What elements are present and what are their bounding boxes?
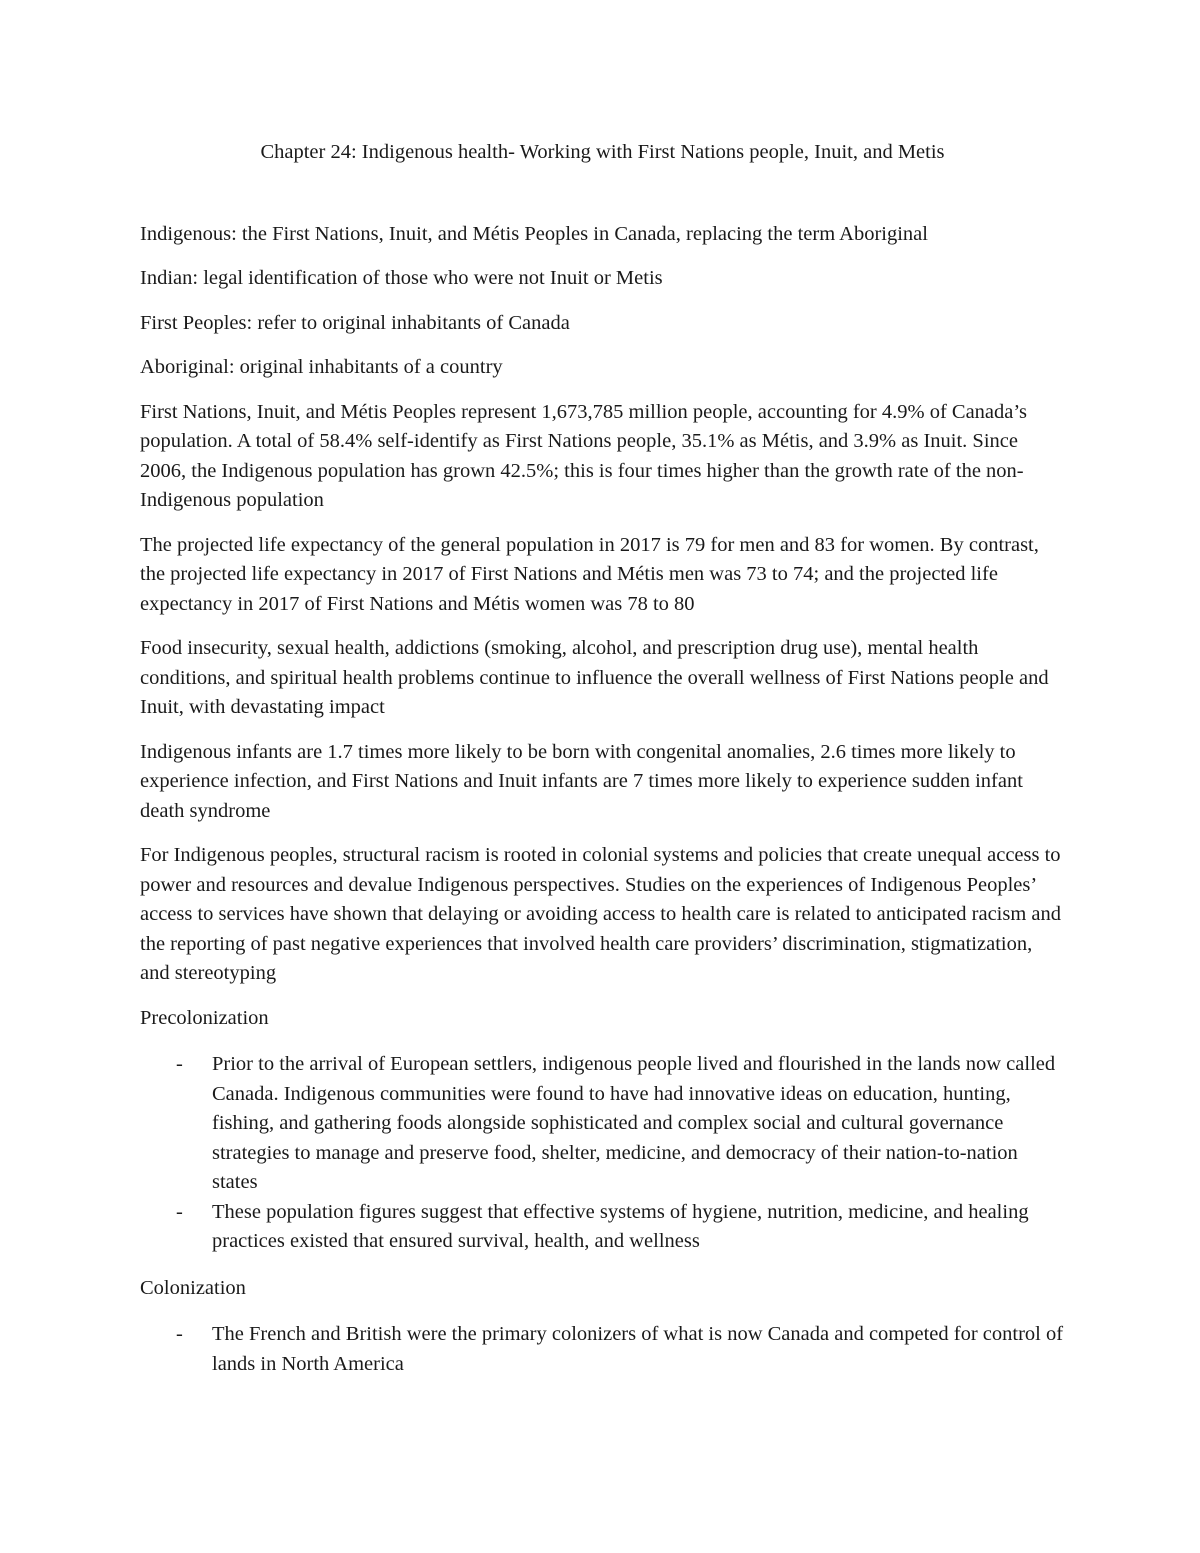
bullet-list-precolonization [140, 1050, 1065, 1257]
page-title: Chapter 24: Indigenous health- Working with First Nations people, Inuit, and Metis [260, 141, 945, 163]
list-item-text: Prior to the arrival of European settlers, indigenous people lived and flourished in the lands now called Canada. Indigenous communities were found to have had innovative ideas on education, hunting, fishing, and gathering foods alongside sophisticated and complex social and cultural governance strategies to manage and preserve food, shelter, medicine, and democracy of their nation-to-nation states [212, 1053, 1056, 1193]
bullet-dash: - [176, 1323, 183, 1345]
paragraph-wellness: Food insecurity, sexual health, addictions (smoking, alcohol, and prescription drug use), mental health conditions, and spiritual health problems continue to influence the overall wellness of First Nations people and Inuit, with devastating impact [140, 637, 1049, 718]
definition-indigenous: Indigenous: the First Nations, Inuit, and Métis Peoples in Canada, replacing the term Aboriginal [140, 222, 928, 245]
section-heading-precolonization: Precolonization [140, 1006, 269, 1029]
definition-first-peoples: First Peoples: refer to original inhabitants of Canada [140, 311, 570, 334]
list-item [140, 1320, 1065, 1379]
document-page [140, 138, 1065, 1396]
list-item-text: The French and British were the primary colonizers of what is now Canada and competed for control of lands in North America [212, 1323, 1064, 1375]
list-item [140, 1050, 1065, 1198]
paragraph-life-expectancy: The projected life expectancy of the general population in 2017 is 79 for men and 83 for women. By contrast, the projected life expectancy in 2017 of First Nations and Métis men was 73 to 74; and the projected life expectancy in 2017 of First Nations and Métis women was 78 to 80 [140, 533, 1039, 615]
bullet-dash: - [176, 1200, 183, 1223]
list-item-text: These population figures suggest that effective systems of hygiene, nutrition, medicine, and healing practices existed that ensured survival, health, and wellness [212, 1200, 1029, 1252]
paragraph-structural-racism: For Indigenous peoples, structural racism is rooted in colonial systems and policies that create unequal access to power and resources and devalue Indigenous perspectives. Studies on the experiences of Indigenous Peoples’ access to services have shown that delaying or avoiding access to health care is related to anticipated racism and the reporting of past negative experiences that involved health care providers’ discrimination, stigmatization, and stereotyping [140, 844, 1062, 984]
bullet-list-colonization [140, 1320, 1065, 1379]
section-heading-colonization: Colonization [140, 1276, 246, 1299]
definition-aboriginal: Aboriginal: original inhabitants of a country [140, 356, 503, 378]
list-item [140, 1198, 1065, 1257]
definition-indian: Indian: legal identification of those who were not Inuit or Metis [140, 267, 663, 289]
paragraph-population: First Nations, Inuit, and Métis Peoples represent 1,673,785 million people, accounting for 4.9% of Canada’s population. A total of 58.4% self-identify as First Nations people, 35.1% as Métis, and 3.9% as Inuit. Since 2006, the Indigenous population has grown 42.5%; this is four times higher than the growth rate of the non-Indigenous population [140, 400, 1028, 511]
paragraph-infants: Indigenous infants are 1.7 times more likely to be born with congenital anomalies, 2.6 times more likely to experience infection, and First Nations and Inuit infants are 7 times more likely to experience sudden infant death syndrome [140, 740, 1023, 822]
bullet-dash: - [176, 1053, 183, 1075]
